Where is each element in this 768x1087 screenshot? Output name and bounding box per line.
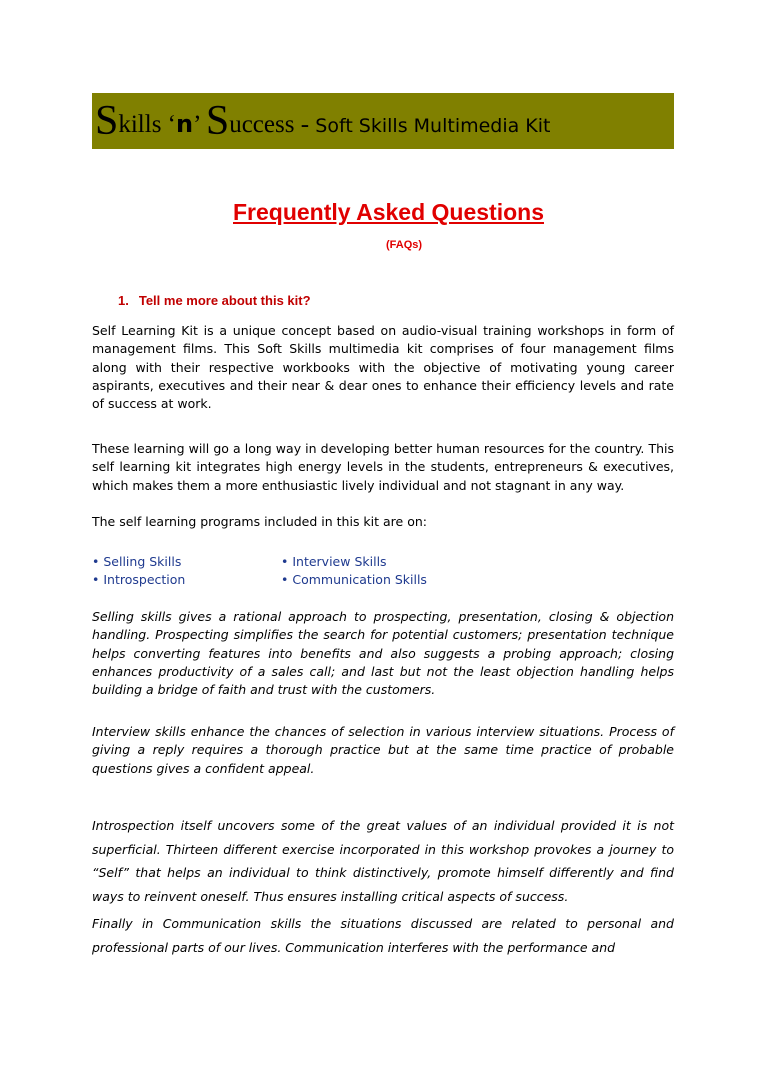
faq-subheading: (FAQs) (386, 239, 423, 251)
faq-heading: Frequently Asked Questions (233, 199, 544, 225)
list-row (92, 553, 492, 571)
list-item: • Communication Skills (281, 572, 427, 588)
title-kills: kills ‘ (118, 111, 177, 138)
list-item: • Interview Skills (281, 554, 387, 569)
title-uccess: uccess (229, 111, 295, 138)
title-n: n (176, 110, 194, 138)
question-number: 1. (118, 293, 129, 308)
title-initial-s2: S (205, 98, 230, 144)
banner-title (95, 93, 551, 149)
paragraph-introspection: Introspection itself uncovers some of the great values of an individual provided it is not superficial. Thirteen different exercise incorporated in this workshop provokes a journey to “Self” that helps an individual to think distinctively, promote himself differently and find ways to reinvent oneself. Thus ensures installing critical aspects of success. (92, 818, 674, 904)
list-item: • Selling Skills (92, 554, 182, 569)
title-kit-subtitle: Soft Skills Multimedia Kit (315, 115, 551, 137)
title-banner (92, 93, 674, 149)
paragraph-communication: Finally in Communication skills the situations discussed are related to personal and professional parts of our lives. Communication interferes with the performance and (92, 916, 674, 955)
list-item: • Introspection (92, 572, 186, 588)
list-row (92, 571, 492, 589)
paragraph-benefits: These learning will go a long way in developing better human resources for the country. This self learning kit integrates high energy levels in the students, entrepreneurs & executives, which makes them a more enthusiastic lively individual and not stagnant in any way. (92, 441, 674, 493)
paragraph-interview-skills: Interview skills enhance the chances of selection in various interview situations. Process of giving a reply requires a thorough practice but at the same time practice of probable questions gives a confident appeal. (92, 724, 674, 776)
paragraph-intro: Self Learning Kit is a unique concept based on audio-visual training workshops in form of management films. This Soft Skills multimedia kit comprises of four management films along with their respective workbooks with the objective of motivating young career aspirants, executives and their near & dear ones to enhance their efficiency levels and rate of success at work. (92, 323, 674, 412)
question-1 (118, 293, 311, 308)
title-quote: ’ (193, 111, 206, 138)
paragraph-selling-skills: Selling skills gives a rational approach to prospecting, presentation, closing & objection handling. Prospecting simplifies the search for potential customers; presentation technique helps converting features into benefits and also suggests a probing approach; closing enhances productivity of a sales call; and last but not the least objection handling helps building a bridge of faith and trust with the customers. (92, 609, 674, 698)
paragraph-programs-lead: The self learning programs included in this kit are on: (92, 514, 427, 529)
title-initial-s: S (95, 98, 119, 144)
question-text: Tell me more about this kit? (138, 293, 311, 308)
title-dash: - (294, 111, 316, 138)
programs-list (92, 553, 492, 590)
